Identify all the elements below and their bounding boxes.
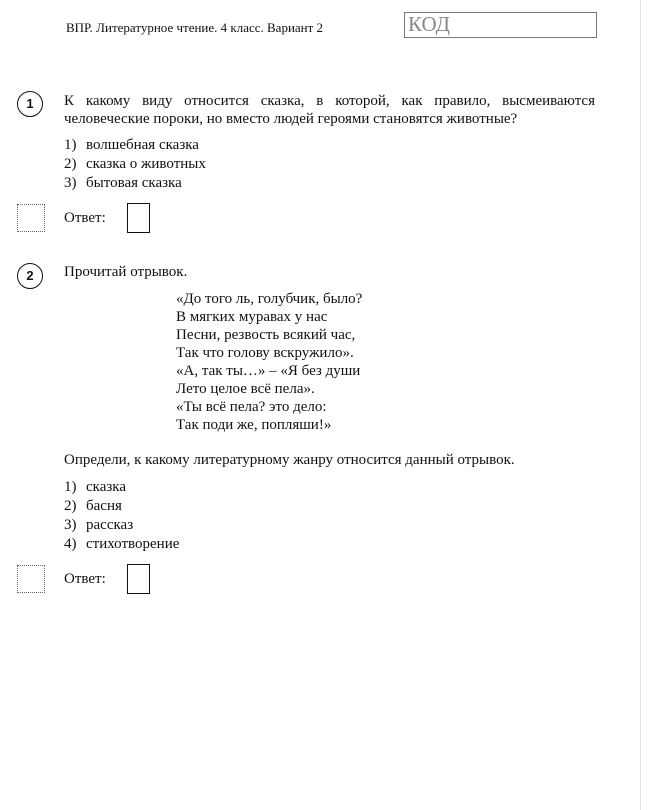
question-number-2: 2 (17, 263, 43, 289)
poem-line: «До того ль, голубчик, было? (176, 291, 363, 307)
poem-line: «Ты всё пела? это дело: (176, 399, 327, 415)
code-field[interactable]: КОД (404, 12, 597, 38)
score-box-1 (17, 204, 45, 232)
score-box-2 (17, 565, 45, 593)
poem-line: В мягких муравах у нас (176, 309, 328, 325)
poem-excerpt (176, 290, 362, 434)
question-number-1: 1 (17, 91, 43, 117)
poem-line: Лето целое всё пела». (176, 381, 315, 397)
page-edge (640, 0, 641, 810)
poem-line: «А, так ты…» – «Я без души (176, 363, 361, 379)
question-2-options (64, 478, 179, 554)
option: 3) рассказ (64, 517, 134, 533)
page-header: ВПР. Литературное чтение. 4 класс. Вариант 2 (66, 20, 324, 35)
option: 1) сказка (64, 479, 127, 495)
option: 4) стихотворение (64, 536, 180, 552)
answer-label-1: Ответ: (64, 210, 106, 226)
option: 1) волшебная сказка (64, 137, 199, 153)
answer-label-2: Ответ: (64, 571, 106, 587)
option: 3) бытовая сказка (64, 175, 182, 191)
question-1-line-1: К какому виду относится сказка, в которой, как правило, высмеиваются (64, 93, 595, 109)
question-2-text: Определи, к какому литературному жанру относится данный отрывок. (64, 452, 515, 468)
poem-line: Песни, резвость всякий час, (176, 327, 356, 343)
poem-line: Так поди же, попляши!» (176, 417, 332, 433)
question-1-options (64, 136, 206, 193)
poem-line: Так что голову вскружило». (176, 345, 354, 361)
option: 2) сказка о животных (64, 156, 206, 172)
question-1-line-2: человеческие пороки, но вместо людей героями становятся животные? (64, 111, 518, 127)
answer-box-1[interactable] (127, 203, 150, 233)
answer-box-2[interactable] (127, 564, 150, 594)
option: 2) басня (64, 498, 122, 514)
question-2-intro: Прочитай отрывок. (64, 264, 188, 280)
